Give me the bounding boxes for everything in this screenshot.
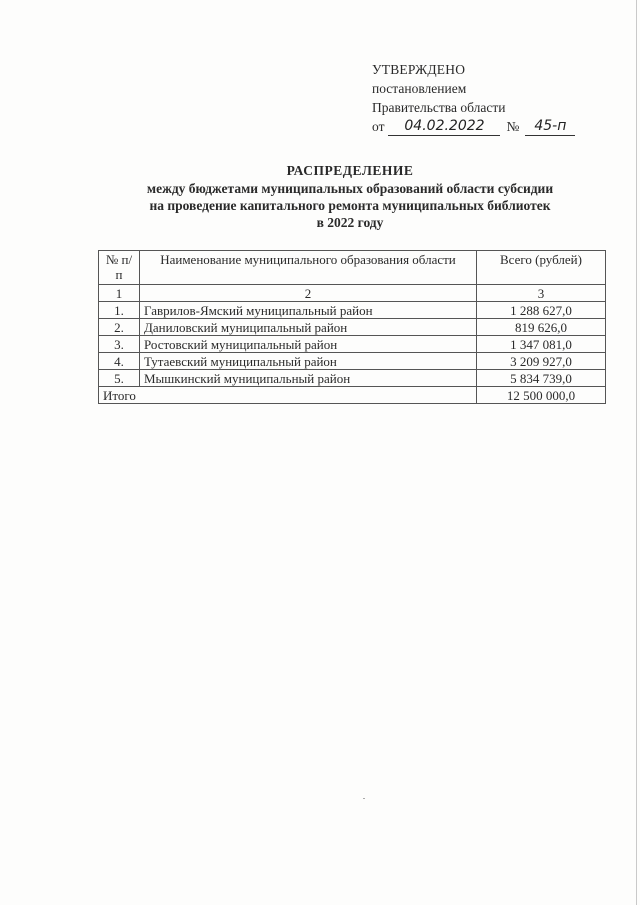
row-total: 1 288 627,0 [477,302,606,319]
number-label: № [506,119,520,134]
footer-total: 12 500 000,0 [477,387,606,404]
row-name: Гаврилов-Ямский муниципальный район [140,302,477,319]
row-num: 1. [99,302,140,319]
table-index-row [99,285,606,302]
table-footer-row [99,387,606,404]
title-line-2: на проведение капитального ремонта муниципальных библиотек [149,198,551,213]
footer-label: Итого [99,387,477,404]
handwritten-number: 45-п [525,118,575,136]
row-total: 3 209 927,0 [477,353,606,370]
handwritten-date: 04.02.2022 [388,118,500,136]
index-cell: 3 [477,285,606,302]
row-num: 5. [99,370,140,387]
index-cell: 2 [140,285,477,302]
distribution-table [98,250,606,404]
row-num: 3. [99,336,140,353]
page-edge [636,0,637,905]
approval-stamp-block [372,60,612,136]
table-row [99,370,606,387]
row-total: 5 834 739,0 [477,370,606,387]
table-row [99,302,606,319]
table-header-row [99,251,606,285]
document-title [100,162,600,231]
approval-line-resolution: постановлением [372,81,467,96]
row-name: Даниловский муниципальный район [140,319,477,336]
approval-heading: УТВЕРЖДЕНО [372,62,466,77]
title-main: РАСПРЕДЕЛЕНИЕ [286,163,414,178]
row-name: Тутаевский муниципальный район [140,353,477,370]
table-row [99,353,606,370]
header-name: Наименование муниципального образования области [140,251,477,285]
title-line-3: в 2022 году [316,215,384,230]
row-name: Ростовский муниципальный район [140,336,477,353]
row-name: Мышкинский муниципальный район [140,370,477,387]
row-total: 819 626,0 [477,319,606,336]
approval-line-government: Правительства области [372,100,506,115]
index-cell: 1 [99,285,140,302]
table-row [99,319,606,336]
row-num: 4. [99,353,140,370]
scan-speck [363,798,365,799]
header-num: № п/п [99,251,140,285]
approval-date-line [372,117,612,136]
row-num: 2. [99,319,140,336]
table-row [99,336,606,353]
from-label: от [372,119,385,134]
title-line-1: между бюджетами муниципальных образований области субсидии [146,181,554,196]
row-total: 1 347 081,0 [477,336,606,353]
header-total: Всего (рублей) [477,251,606,285]
